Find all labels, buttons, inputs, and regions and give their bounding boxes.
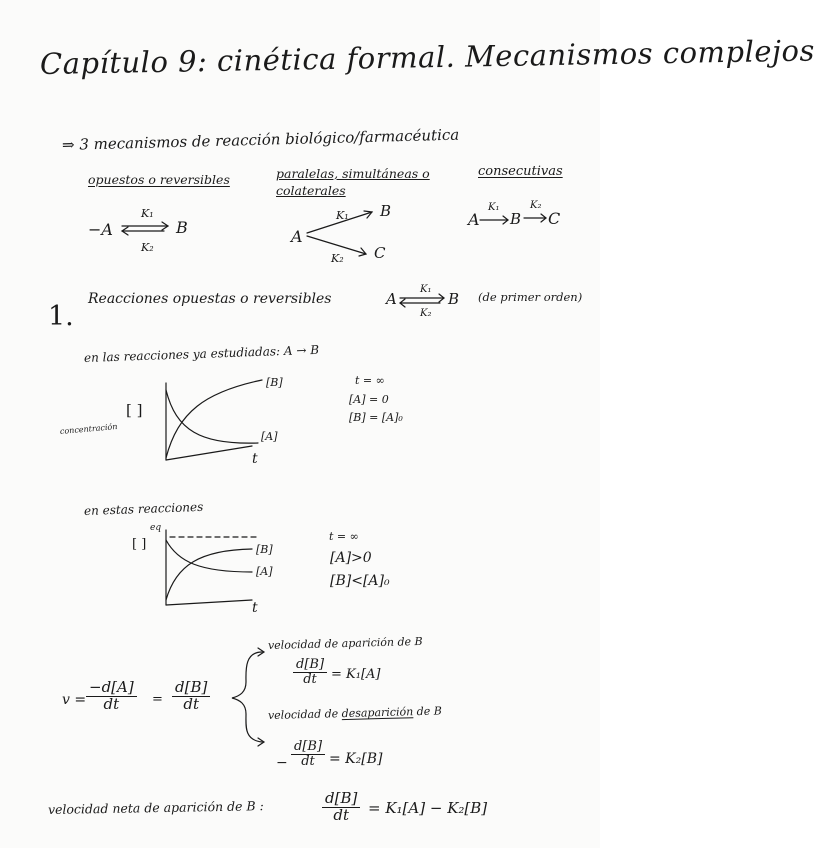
consec-k1: K₁: [488, 202, 500, 213]
opposed-B: B: [176, 218, 188, 237]
net-frac: $\frac{d[B]}{dt}$: [322, 791, 360, 824]
graph1-note-3: [B] = [A]₀: [349, 411, 403, 424]
graph2-yaxis: [ ]: [132, 537, 147, 552]
graph1-label-B: [B]: [266, 376, 283, 389]
graph2-plot: [166, 530, 258, 605]
graph2-eq-mark: eq: [150, 523, 162, 533]
section-number: 1.: [48, 301, 74, 332]
opposed-A: −A: [88, 220, 113, 239]
velocity-lhs: v =: [62, 692, 87, 708]
graph2-label-A: [A]: [256, 565, 273, 578]
branch2-rhs: = K₂[B]: [329, 751, 383, 767]
graph2-xaxis: t: [252, 600, 258, 616]
graph1-ylabel: concentración: [59, 421, 118, 436]
velocity-frac-B: $\frac{d[B]}{dt}$: [172, 680, 210, 713]
section-eq-k2: K₂: [420, 308, 432, 319]
parallel-A: A: [291, 227, 303, 246]
order-note: (de primer orden): [478, 290, 583, 304]
intro-line: ⇒ 3 mecanismos de reacción biológico/farmacéutica: [61, 125, 460, 154]
section-eq-B: B: [448, 290, 460, 308]
branch1-frac: $\frac{d[B]}{dt}$: [293, 658, 327, 686]
graph1-xaxis: t: [252, 451, 258, 467]
branch2-label: velocidad de desaparición de B: [267, 704, 443, 722]
graph1-note-1: t = ∞: [355, 374, 385, 387]
branch1-rhs: = K₁[A]: [331, 667, 381, 682]
page-title: Capítulo 9: cinética formal. Mecanismos complejos: [39, 33, 815, 81]
branch2-frac: $\frac{d[B]}{dt}$: [291, 740, 325, 768]
branch2-minus: −: [276, 755, 288, 771]
section-equilibrium-arrow-icon: [400, 294, 444, 307]
graph1-note-2: [A] = 0: [349, 393, 389, 406]
consec-A: A: [468, 210, 480, 229]
graph2-note-1: t = ∞: [329, 530, 359, 543]
opposed-equilibrium-arrow-icon: [122, 222, 168, 235]
mech-header-parallel: paralelas, simultáneas o colaterales: [276, 166, 430, 198]
net-label: velocidad neta de aparición de B :: [47, 798, 264, 817]
graph2-note-2: [A]>0: [330, 550, 372, 566]
section-title: Reacciones opuestas o reversibles: [88, 291, 332, 307]
velocity-eq: =: [152, 692, 163, 707]
parallel-C: C: [374, 244, 386, 262]
mech-header-consecutive: consecutivas: [478, 164, 563, 179]
velocity-frac-A: $\frac{-d[A]}{dt}$: [86, 680, 137, 713]
graph1-yaxis: [ ]: [126, 401, 143, 419]
opposed-k1: K₁: [141, 207, 154, 220]
opposed-k2: K₂: [141, 241, 154, 254]
graph2-caption: en estas reacciones: [83, 499, 204, 518]
graph1-plot: [166, 380, 262, 460]
mech-header-opposed: opuestos o reversibles: [88, 172, 230, 187]
graph2-label-B: [B]: [256, 543, 273, 556]
parallel-k1: K₁: [336, 209, 349, 222]
consec-k2: K₂: [530, 200, 542, 211]
section-eq-A: A: [386, 290, 397, 308]
consecutive-arrows-icon: [480, 214, 546, 224]
parallel-k2: K₂: [331, 252, 344, 265]
parallel-branch-arrows-icon: [307, 211, 372, 256]
consec-C: C: [548, 209, 561, 228]
consec-B: B: [510, 210, 522, 228]
parallel-B: B: [380, 202, 392, 220]
graph1-label-A: [A]: [261, 430, 278, 443]
graph2-note-3: [B]<[A]₀: [330, 573, 390, 589]
branch1-label: velocidad de aparición de B: [267, 634, 423, 652]
section-eq-k1: K₁: [420, 284, 432, 295]
velocity-brace: [232, 648, 264, 746]
graph1-caption: en las reacciones ya estudiadas: A → B: [83, 342, 320, 365]
net-rhs: = K₁[A] − K₂[B]: [368, 799, 488, 817]
